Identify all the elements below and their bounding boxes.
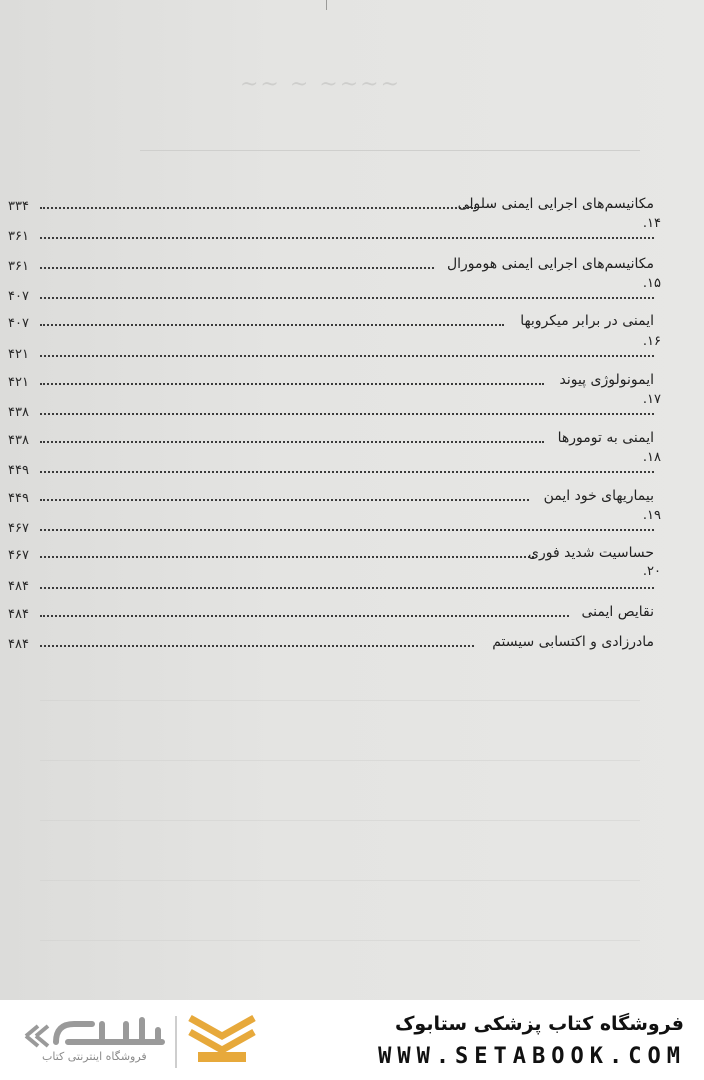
chapter-number: ۱۴. — [642, 216, 661, 231]
page-number: ۴۶۷ — [8, 548, 29, 563]
chapter-number: ۲۰. — [642, 564, 661, 579]
store-name: فروشگاه کتاب پزشکی ستابوک — [394, 1013, 684, 1035]
toc-entry — [8, 344, 654, 366]
dot-leader — [40, 383, 544, 385]
toc-entry — [8, 460, 654, 482]
chapter-number: ۱۸. — [642, 450, 661, 465]
bleed-through-title: ~~~~ ~ ~~ — [240, 72, 402, 97]
page-number: ۴۸۴ — [8, 607, 29, 622]
dot-leader — [40, 324, 504, 326]
toc-entry — [8, 488, 654, 510]
dot-leader — [40, 207, 476, 209]
dot-leader — [40, 556, 534, 558]
logo-chevron-icon — [190, 1018, 254, 1036]
toc-entry — [8, 402, 654, 424]
chapter-number: ۱۵. — [642, 276, 661, 291]
logo-subtitle: فروشگاه اینترنتی کتاب — [42, 1050, 147, 1063]
page-number: ۴۰۷ — [8, 289, 29, 304]
entry-title: ایمونولوژی پیوند — [559, 372, 654, 388]
page-number: ۳۶۱ — [8, 229, 29, 244]
dot-leader — [40, 413, 654, 415]
logo-arrows-icon — [26, 1026, 48, 1046]
toc-entry — [8, 286, 654, 308]
dot-leader — [40, 441, 544, 443]
toc-entry — [8, 256, 654, 278]
entry-title: بیماریهای خود ایمن — [543, 488, 654, 504]
page-number: ۴۶۷ — [8, 521, 29, 536]
dot-leader — [40, 297, 654, 299]
page-number: ۴۴۹ — [8, 491, 29, 506]
chapter-number: ۱۹. — [642, 508, 661, 523]
toc-entry — [8, 576, 654, 598]
entry-title: مکانیسم‌های اجرایی ایمنی سلولی — [457, 196, 654, 212]
dot-leader — [40, 499, 529, 501]
toc-entry — [8, 430, 654, 452]
dot-leader — [40, 587, 654, 589]
entry-title: مادرزادی و اکتسابی سیستم — [492, 634, 654, 650]
entry-title: مکانیسم‌های اجرایی ایمنی هومورال — [446, 256, 654, 272]
page-number: ۳۳۴ — [8, 199, 29, 214]
page-number: ۴۲۱ — [8, 375, 29, 390]
toc-entry — [8, 604, 654, 626]
toc-entry — [8, 196, 654, 218]
entry-title: حساسیت شدید فوری — [528, 545, 654, 561]
logo-wordmark-icon — [56, 1020, 162, 1042]
logo-base-icon — [198, 1052, 246, 1062]
setabook-logo — [22, 1012, 272, 1072]
toc-entry — [8, 372, 654, 394]
entry-title: ایمنی به تومورها — [557, 430, 654, 446]
page-number: ۴۴۹ — [8, 463, 29, 478]
dot-leader — [40, 471, 654, 473]
toc-entry — [8, 313, 654, 335]
toc-entry — [8, 545, 654, 567]
entry-title: نقایص ایمنی — [581, 604, 654, 620]
page-number: ۴۲۱ — [8, 347, 29, 362]
page-number: ۳۶۱ — [8, 259, 29, 274]
store-url[interactable]: WWW.SETABOOK.COM — [378, 1044, 686, 1069]
entry-title: ایمنی در برابر میکروبها — [520, 313, 654, 329]
dot-leader — [40, 645, 474, 647]
page-number: ۴۳۸ — [8, 405, 29, 420]
page-number: ۴۸۴ — [8, 637, 29, 652]
toc-entry — [8, 226, 654, 248]
page-number: ۴۰۷ — [8, 316, 29, 331]
page-number: ۴۸۴ — [8, 579, 29, 594]
toc-entry — [8, 634, 654, 656]
toc-entry — [8, 518, 654, 540]
dot-leader — [40, 237, 654, 239]
dot-leader — [40, 267, 434, 269]
chapter-number: ۱۷. — [642, 392, 661, 407]
dot-leader — [40, 615, 569, 617]
dot-leader — [40, 529, 654, 531]
page-number: ۴۳۸ — [8, 433, 29, 448]
watermark-footer — [0, 1000, 704, 1080]
chapter-number: ۱۶. — [642, 334, 661, 349]
dot-leader — [40, 355, 654, 357]
